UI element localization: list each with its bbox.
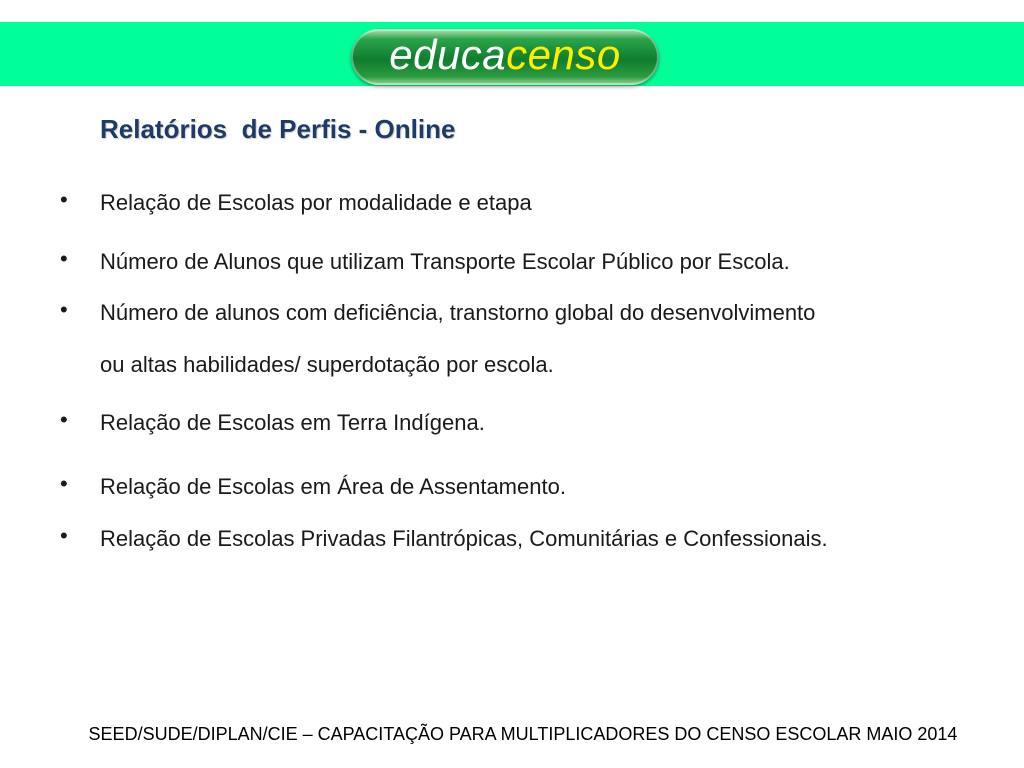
bullet-dot: • bbox=[60, 187, 68, 212]
bullet-text-continuation: ou altas habilidades/ superdotação por escola. bbox=[100, 352, 554, 377]
bullet-dot: • bbox=[60, 471, 68, 496]
logo-text bbox=[389, 31, 621, 78]
logo-text-part2: censo bbox=[506, 31, 621, 78]
bullet-dot: • bbox=[60, 297, 68, 322]
slide-title: Relatórios de Perfis - Online bbox=[100, 114, 456, 144]
bullet-text: Relação de Escolas em Terra Indígena. bbox=[100, 410, 485, 435]
bullet-dot: • bbox=[60, 246, 68, 271]
footer-text: SEED/SUDE/DIPLAN/CIE – CAPACITAÇÃO PARA MULTIPLICADORES DO CENSO ESCOLAR MAIO 2014 bbox=[88, 724, 958, 744]
bullet-text: Relação de Escolas Privadas Filantrópicas, Comunitárias e Confessionais. bbox=[100, 526, 828, 551]
bullet-text: Relação de Escolas em Área de Assentamento. bbox=[100, 474, 566, 499]
bullet-dot: • bbox=[60, 523, 68, 548]
logo-text-part1: educa bbox=[389, 31, 507, 78]
bullet-text: Relação de Escolas por modalidade e etapa bbox=[100, 190, 532, 215]
bullet-dot: • bbox=[60, 407, 68, 432]
bullet-text: Número de alunos com deficiência, transtorno global do desenvolvimento bbox=[100, 300, 816, 325]
bullet-text: Número de Alunos que utilizam Transporte Escolar Público por Escola. bbox=[100, 249, 790, 274]
educacenso-logo bbox=[351, 29, 659, 85]
